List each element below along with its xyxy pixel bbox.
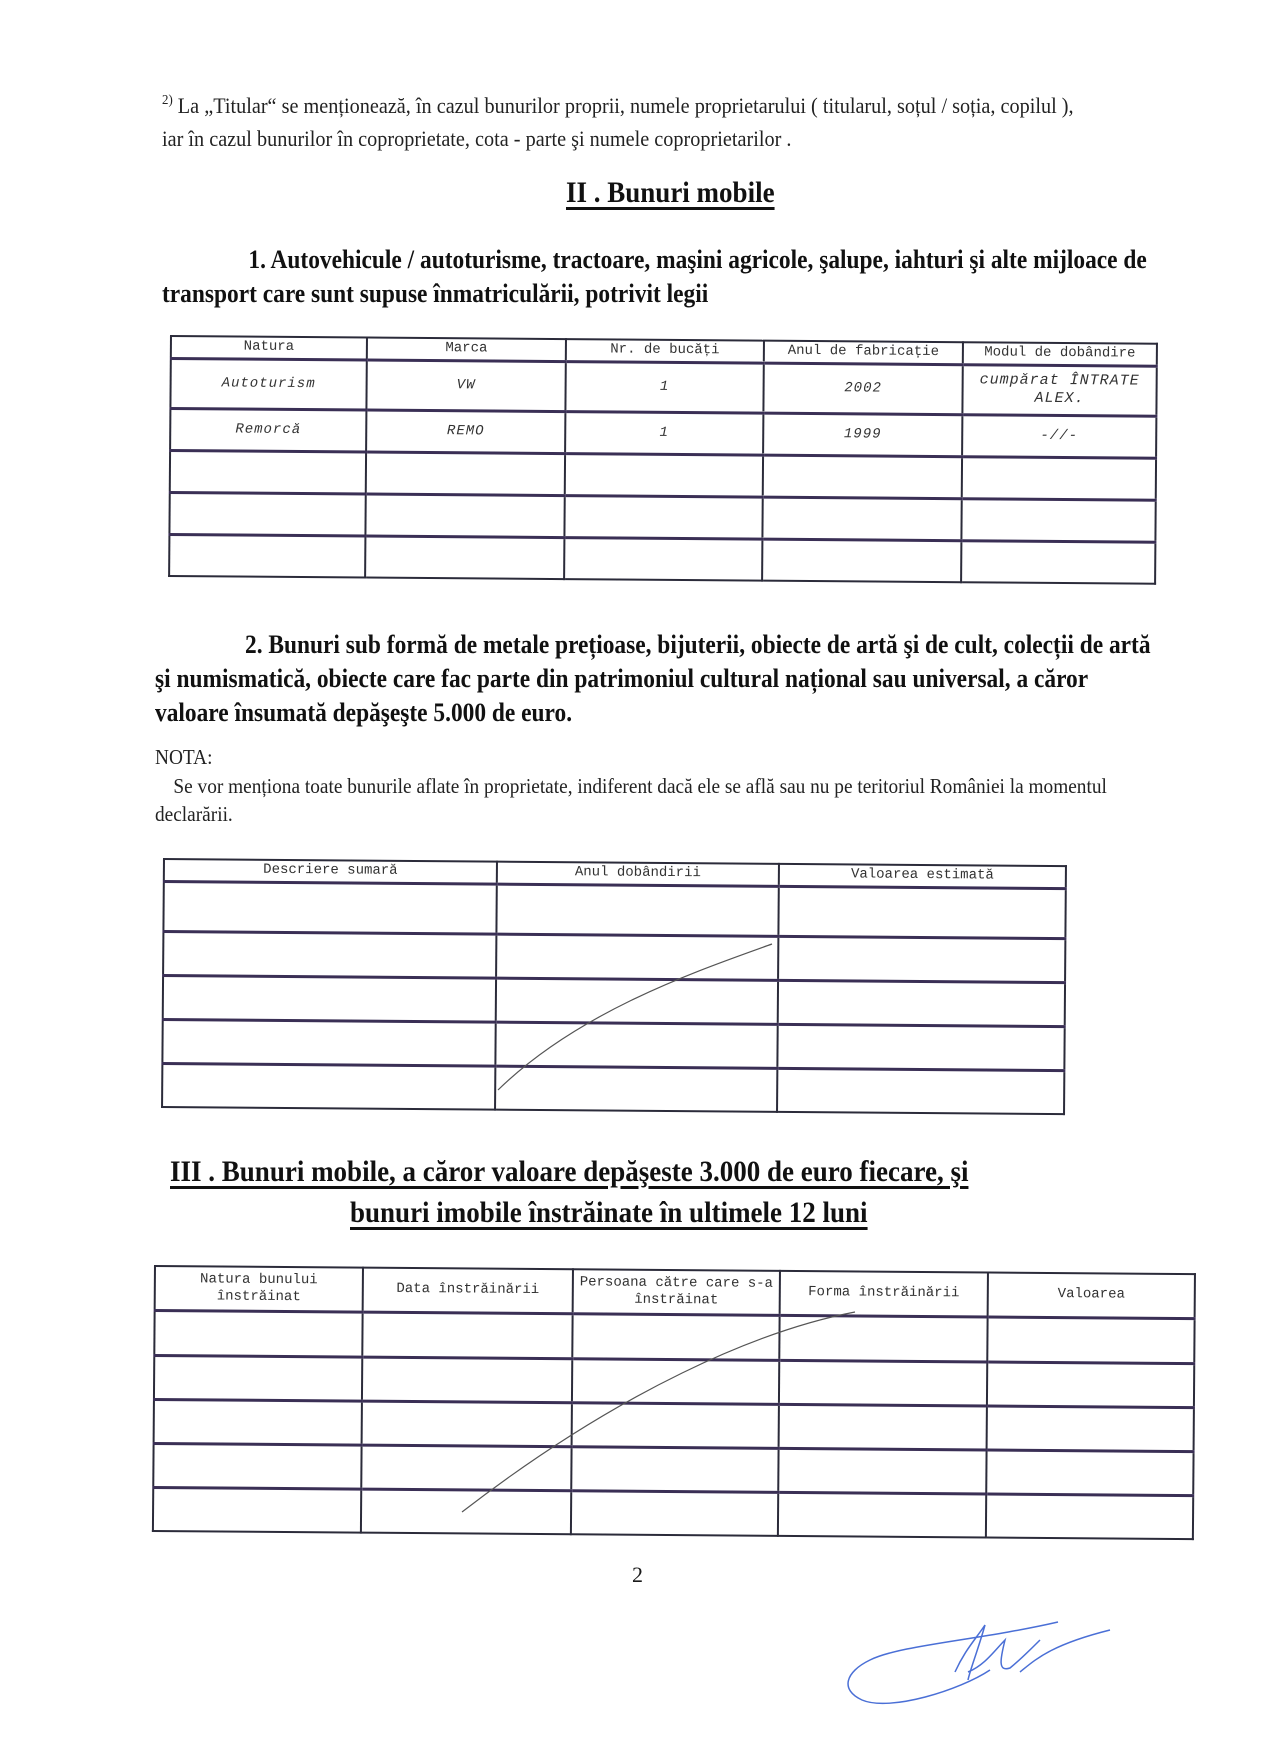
cell-natura[interactable]: Remorcă: [170, 408, 366, 452]
page-number: 2: [632, 1562, 643, 1587]
footnote-marker: 2): [162, 93, 173, 108]
header-anul-fabricatie: Anul de fabricație: [764, 341, 963, 365]
cell-anul-fabricatie[interactable]: 2002: [763, 363, 962, 415]
cross-out-line-table-2: [498, 944, 772, 1090]
section-3-title-line2: bunuri imobile înstrăinate în ultimele 12 luni: [350, 1196, 868, 1229]
cell-natura[interactable]: Autoturism: [170, 358, 366, 410]
cell-anul-fabricatie[interactable]: 1999: [763, 413, 962, 457]
header-natura-bunului: Natura bunului înstrăinat: [155, 1266, 363, 1312]
section-3-title-line1: III . Bunuri mobile, a căror valoare depăşeste 3.000 de euro fiecare, şi: [170, 1155, 969, 1188]
cell-marca[interactable]: VW: [366, 360, 565, 412]
header-natura: Natura: [171, 336, 367, 360]
cell-modul-dobandire[interactable]: cumpărat ÎNTRATE ALEX.: [962, 364, 1156, 416]
cell-modul-dobandire[interactable]: -//-: [962, 414, 1156, 458]
cell-nr-bucati[interactable]: 1: [565, 411, 763, 455]
cell-nr-bucati[interactable]: 1: [565, 361, 763, 413]
note-label: NOTA:: [155, 745, 213, 769]
header-descriere: Descriere sumară: [164, 859, 497, 884]
signature-icon: [848, 1622, 1110, 1703]
header-valoarea: Valoarea: [988, 1273, 1195, 1319]
header-anul-dobandirii: Anul dobândirii: [497, 862, 779, 886]
footnote-text: La „Titular“ se menționează, în cazul bunurilor proprii, numele proprietarului ( titularul, soțul / soția, copilul ), iar în cazul bunurilor în coproprietate, cota - parte şi numele coproprietarilor .: [162, 93, 1074, 151]
header-marca: Marca: [367, 338, 566, 362]
header-valoarea-estimata: Valoarea estimată: [779, 864, 1066, 888]
header-nr-bucati: Nr. de bucăți: [566, 339, 764, 363]
section-2-title: II . Bunuri mobile: [566, 176, 775, 209]
section-2-2-title: 2. Bunuri sub formă de metale prețioase, bijuterii, obiecte de artă şi de cult, colecții de artă şi numismatică, obiecte care fac parte din patrimoniul cultural național sau universal, a căror valoare însumată depăşeşte 5.000 de euro.: [155, 630, 1151, 727]
note-text: Se vor menționa toate bunurile aflate în proprietate, indiferent dacă ele se află sau nu pe teritoriul României la momentul declarării.: [155, 774, 1107, 826]
header-modul-dobandire: Modul de dobândire: [963, 342, 1157, 366]
cross-out-line-table-3: [462, 1312, 855, 1512]
header-persoana: Persoana către care s-a înstrăinat: [573, 1269, 780, 1315]
header-data-instrainarii: Data înstrăinării: [363, 1268, 573, 1314]
cell-marca[interactable]: REMO: [366, 410, 565, 454]
header-forma-instrainarii: Forma înstrăinării: [780, 1271, 988, 1317]
section-2-1-title: 1. Autovehicule / autoturisme, tractoare, maşini agricole, şalupe, iahturi şi alte mijloace de transport care sunt supuse înmatriculării, potrivit legii: [162, 245, 1147, 308]
